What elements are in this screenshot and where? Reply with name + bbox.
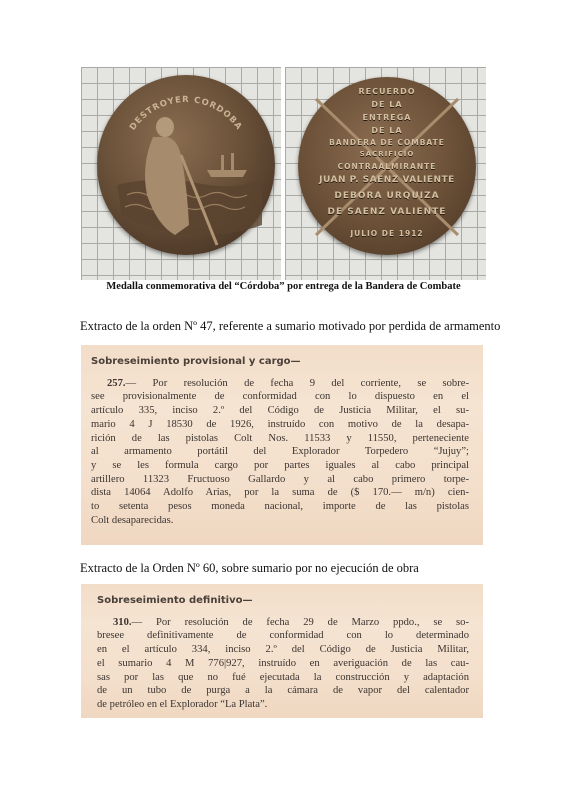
extract-47-line: Colt desaparecidas. xyxy=(91,514,174,526)
medal-reverse-line: DE SAENZ VALIENTE xyxy=(327,207,447,217)
extract-47-number: 257. xyxy=(107,377,126,389)
extract-60-heading: Extracto de la Orden Nº 60, sobre sumario por no ejecución de obra xyxy=(80,561,419,575)
medal-reverse-line: ENTREGA xyxy=(362,113,412,122)
medal-reverse-line: RECUERDO xyxy=(358,87,416,96)
medal-reverse-line: DE LA xyxy=(371,126,403,135)
extract-47-line: artillero 11323 Fructuoso Gallardo y al cabo primero torpe- xyxy=(91,473,469,485)
extract-47-line: al armamento portátil del Explorador Torpedero “Jujuy”; xyxy=(91,446,469,458)
extract-47-line: see provisionalmente de conformidad con lo dispuesto en el xyxy=(91,391,469,403)
extract-60-line: en el artículo 334, inciso 2.º del Código de Justicia Militar, xyxy=(97,644,469,656)
medal-reverse-photo xyxy=(285,67,486,280)
medal-reverse-line: CONTRAALMIRANTE xyxy=(337,162,437,171)
extract-60-line: el sumario 4 M 776|927, instruído en averiguación de las cau- xyxy=(97,657,469,669)
medal-obverse xyxy=(97,75,275,255)
extract-60-line: sas por las que no fué ejecutada la construcción y adaptación xyxy=(97,671,469,683)
extract-60-clipping xyxy=(81,584,483,718)
extract-47-line: dista 14064 Adolfo Arias, por la suma de ($ 170.— m/n) cien- xyxy=(91,487,469,499)
extract-60-line: bresee definitivamente de conformidad con lo determinado xyxy=(97,630,469,642)
medal-obverse-photo xyxy=(81,67,281,280)
medal-reverse-line: BANDERA DE COMBATE xyxy=(329,138,445,147)
extract-47-line: rición de las pistolas Colt Nos. 11533 y 11550, perteneciente xyxy=(91,432,469,444)
medal-caption: Medalla conmemorativa del “Córdoba” por entrega de la Bandera de Combate xyxy=(106,281,461,292)
extract-47-line: mario 4 J 18530 de 1926, instruído con motivo de la desapa- xyxy=(91,418,469,430)
extract-47-line: to setenta pesos moneda nacional, importe de las pistolas xyxy=(91,501,469,513)
extract-47-line-text: — Por resolución de fecha 9 del corriente, se sobre- xyxy=(125,377,469,389)
extract-60-line xyxy=(97,616,469,630)
medal-reverse-line: JULIO DE 1912 xyxy=(350,229,424,238)
extract-60-line-text: — Por resolución de fecha 29 de Marzo ppdo., se so- xyxy=(131,616,469,628)
medal-reverse-line: SACRIFICIO xyxy=(359,150,415,158)
medal-reverse xyxy=(298,77,476,255)
medal-reverse-line: DEBORA URQUIZA xyxy=(334,191,440,201)
extract-60-title: Sobreseimiento definitivo— xyxy=(97,595,253,606)
extract-60-number: 310. xyxy=(113,616,132,628)
extract-47-clipping xyxy=(81,345,483,545)
extract-60-line: de petróleo en el Explorador “La Plata”. xyxy=(97,698,268,710)
extract-47-line: y se les formula cargo por partes iguales al cabo principal xyxy=(91,459,469,471)
medal-obverse-inscription: DESTROYER CORDOBA xyxy=(127,95,245,133)
medal-reverse-line: DE LA xyxy=(371,100,403,109)
medal-reverse-line: JUAN P. SAENZ VALIENTE xyxy=(319,175,455,185)
extract-47-title: Sobreseimiento provisional y cargo— xyxy=(91,356,301,367)
extract-47-line: artículo 335, inciso 2.º del Código de Justicia Militar, el su- xyxy=(91,405,469,417)
extract-47-heading: Extracto de la orden Nº 47, referente a sumario motivado por perdida de armamento xyxy=(80,319,501,333)
extract-47-line xyxy=(91,377,469,391)
extract-60-line: de un tubo de purga a la cámara de vapor del calentador xyxy=(97,685,469,697)
medal-obverse-relief xyxy=(97,75,275,255)
